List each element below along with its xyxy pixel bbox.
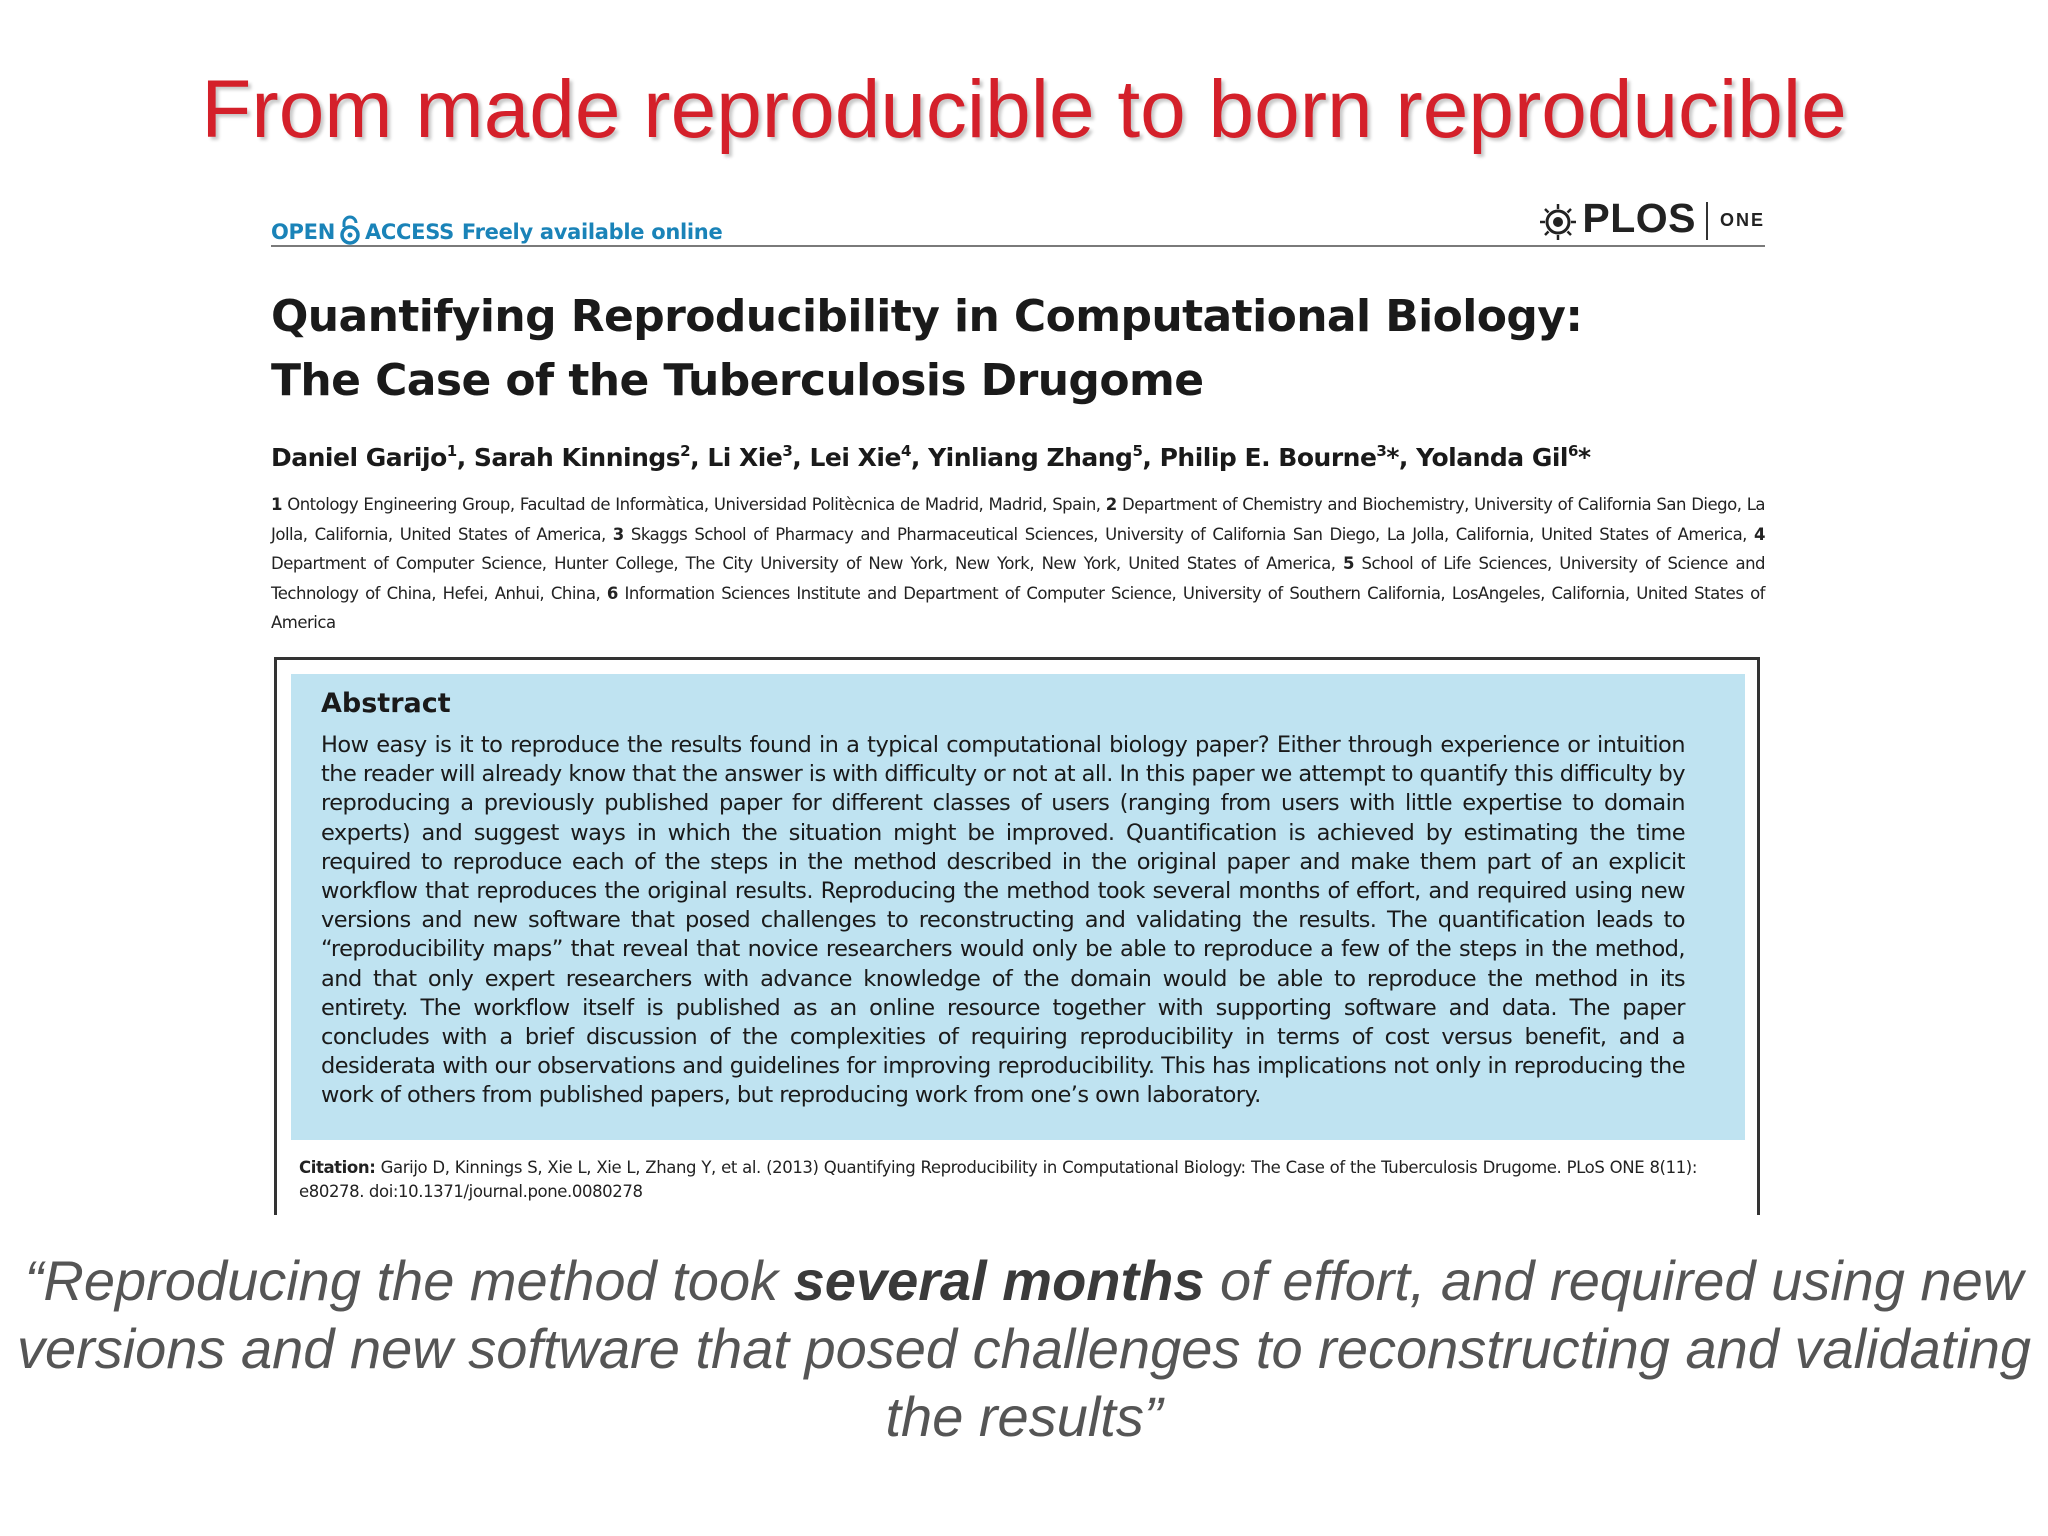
affiliation-text: Department of Computer Science, Hunter College, The City University of New York, New York, New York, United States of America, <box>271 554 1343 573</box>
affiliations <box>271 490 1765 638</box>
author-list <box>271 441 1765 475</box>
paper-header <box>271 185 1765 247</box>
author-separator: , <box>910 443 929 472</box>
author-name: Yinliang Zhang <box>928 443 1133 472</box>
affiliation-text: School of Life Sciences, University of Science and Technology of China, Hefei, Anhui, China, <box>271 554 1766 603</box>
plos-one-subtitle: ONE <box>1719 210 1765 230</box>
abstract-heading: Abstract <box>321 688 451 719</box>
affiliation-number: 2 <box>1105 495 1117 514</box>
freely-available-label: Freely available online <box>461 220 723 244</box>
author-affiliation-marker: 1 <box>446 442 457 460</box>
author <box>809 443 928 472</box>
author-separator: , <box>456 443 474 472</box>
affiliation-text: Ontology Engineering Group, Facultad de Informàtica, Universidad Politècnica de Madrid, Madrid, Spain, <box>281 495 1106 514</box>
citation-text: Garijo D, Kinnings S, Xie L, Xie L, Zhang Y, et al. (2013) Quantifying Reproducibility in Computational Biology: The Case of the Tuberculosis Drugome. PLoS ONE 8(11): e80278. doi:10.1371/journal.pone.0080278 <box>299 1158 1697 1201</box>
paper-screenshot <box>240 185 1806 1215</box>
open-access-label <box>271 215 722 250</box>
affiliation-number: 5 <box>1342 554 1354 573</box>
affiliation-number: 6 <box>606 583 618 603</box>
quote-text-after: of effort, and required using new versions and new software that posed challenges to reconstructing and validating the results” <box>16 1249 2032 1448</box>
author <box>1416 443 1590 472</box>
plos-globe-icon <box>1538 202 1578 246</box>
author-separator: , <box>792 443 810 472</box>
paper-title <box>271 285 1765 413</box>
author-name: Li Xie <box>707 443 783 472</box>
affiliation-number: 1 <box>271 495 282 514</box>
abstract-box <box>291 674 1745 1140</box>
author-name: Daniel Garijo <box>271 443 447 472</box>
author-affiliation-marker: 2 <box>680 442 691 460</box>
author-affiliation-marker: 3 <box>1376 442 1387 460</box>
author <box>1160 443 1417 472</box>
slide-title: From made reproducible to born reproducible <box>201 64 1847 155</box>
open-access-access: ACCESS <box>364 220 454 244</box>
author-name: Sarah Kinnings <box>473 443 681 472</box>
affiliation-text: Department of Chemistry and Biochemistry, University of California San Diego, La Jolla, California, United States of America, <box>271 495 1766 544</box>
citation <box>299 1156 1697 1204</box>
author <box>928 443 1160 472</box>
author-separator: , <box>690 443 708 472</box>
quote-text-before: “Reproducing the method took <box>24 1249 794 1312</box>
citation-label: Citation: <box>299 1158 376 1177</box>
affiliation-number: 3 <box>612 524 624 544</box>
plos-one-logo <box>1538 195 1765 246</box>
paper-title-line-1: Quantifying Reproducibility in Computational Biology: <box>271 291 1583 342</box>
open-access-open: OPEN <box>271 220 335 244</box>
open-access-lock-icon <box>339 215 361 250</box>
author <box>271 443 474 472</box>
abstract-frame <box>274 657 1760 1215</box>
author-separator: , <box>1142 443 1160 472</box>
author-affiliation-marker: 3 <box>782 442 793 460</box>
plos-wordmark: PLOS <box>1582 195 1696 241</box>
author <box>474 443 707 472</box>
affiliation-text: Information Sciences Institute and Department of Computer Science, University of Southern California, LosAngeles, California, United States of America <box>271 583 1765 632</box>
author-separator: *, <box>1386 443 1417 472</box>
author-name: Lei Xie <box>809 443 901 472</box>
paper-title-line-2: The Case of the Tuberculosis Drugome <box>271 355 1204 406</box>
author-affiliation-marker: 4 <box>900 442 911 460</box>
affiliation-number: 4 <box>1754 524 1765 544</box>
author-name: Philip E. Bourne <box>1159 443 1377 472</box>
abstract-text: How easy is it to reproduce the results found in a typical computational biology paper? Either through experience or intuition the reader will already know that the answer is with difficulty or not at all. In this paper we attempt to quantify this difficulty by reproducing a previously published paper for different classes of users (ranging from users with little expertise to domain experts) and suggest ways in which the situation might be improved. Quantification is achieved by estimating the time required to reproduce each of the steps in the method described in the original paper and make them part of an explicit workflow that reproduces the original results. Reproducing the method took several months of effort, and required using new versions and new software that posed challenges to reconstructing and validating the results. The quantification leads to “reproducibility maps” that reveal that novice researchers would only be able to reproduce a few of the steps in the method, and that only expert researchers with advance knowledge of the domain would be able to reproduce the method in its entirety. The workflow itself is published as an online resource together with supporting software and data. The paper concludes with a brief discussion of the complexities of requiring reproducibility in terms of cost versus benefit, and a desiderata with our observations and guidelines for improving reproducibility. This has implications not only in reproducing the work of others from published papers, but reproducing work from one’s own laboratory. <box>321 732 1685 1109</box>
plos-divider <box>1706 202 1708 240</box>
author <box>707 443 809 472</box>
author-name: Yolanda Gil <box>1416 443 1568 472</box>
affiliation-text: Skaggs School of Pharmacy and Pharmaceutical Sciences, University of California San Diego, La Jolla, California, United States of America, <box>623 524 1755 544</box>
author-separator: * <box>1577 443 1591 472</box>
author-affiliation-marker: 5 <box>1132 442 1143 460</box>
author-affiliation-marker: 6 <box>1568 442 1578 460</box>
quote-emphasis: several months <box>793 1249 1205 1312</box>
pull-quote <box>0 1247 2048 1451</box>
